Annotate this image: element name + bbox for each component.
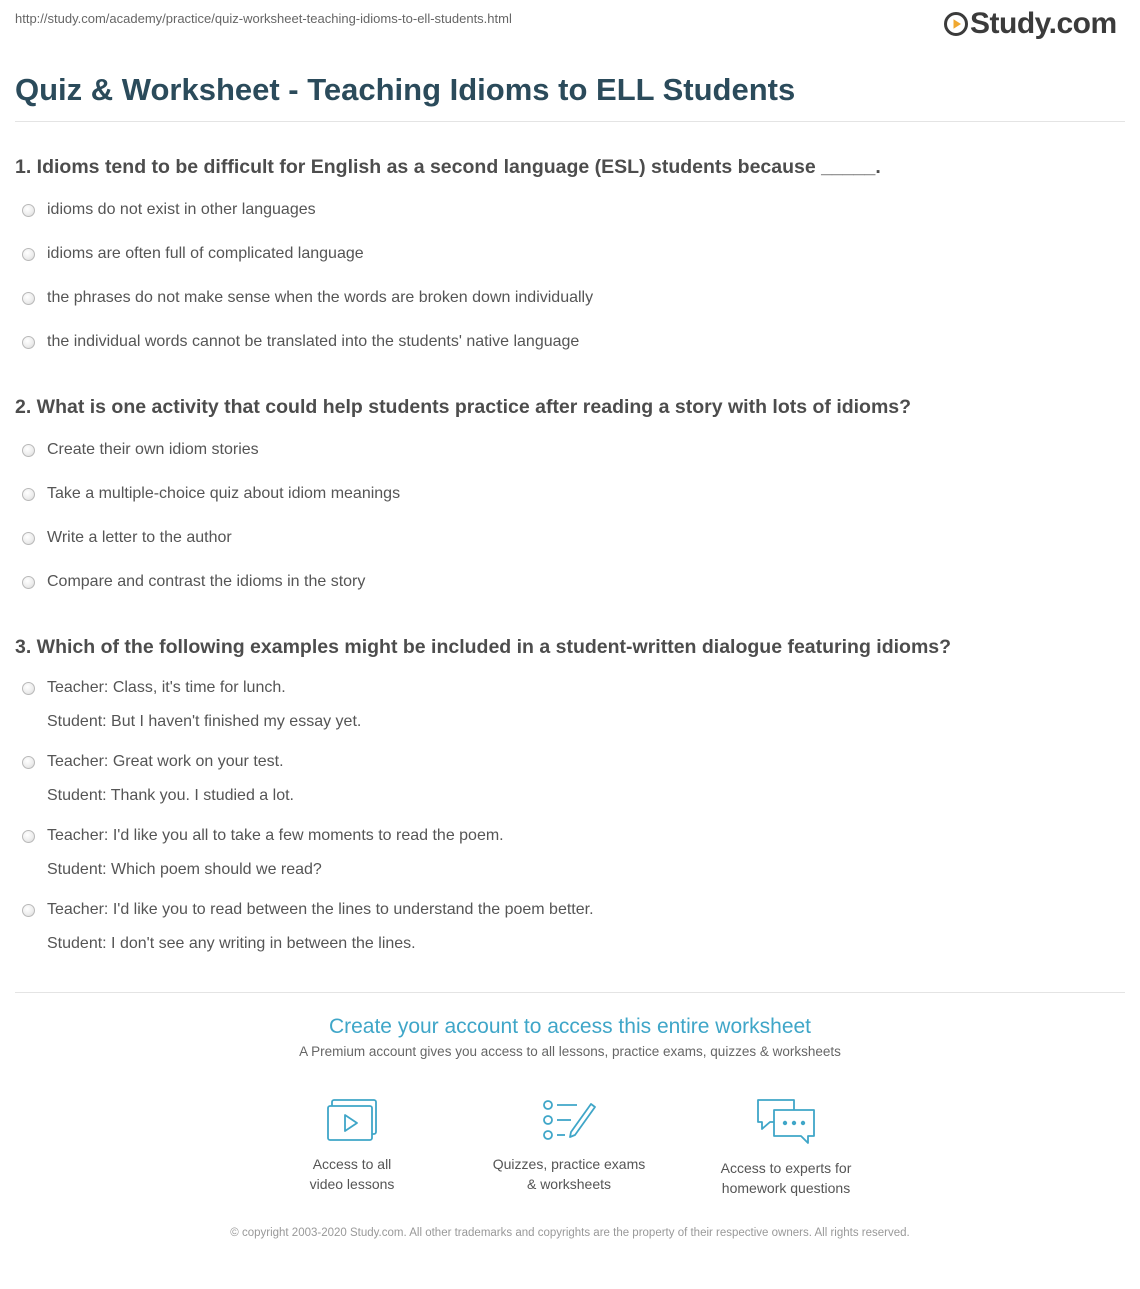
quiz-checklist-icon [541,1098,597,1142]
study-logo[interactable] [944,8,1117,40]
radio-button[interactable] [22,336,35,349]
option-label: idioms do not exist in other languages [47,201,316,218]
question-2-option-3[interactable] [22,528,232,548]
option-label-teacher: Teacher: I'd like you all to take a few moments to read the poem. [47,827,504,844]
option-label: Take a multiple-choice quiz about idiom meanings [47,485,401,502]
option-label-teacher: Teacher: I'd like you to read between the lines to understand the poem better. [47,901,594,918]
feature-line: video lessons [309,1176,395,1192]
radio-button[interactable] [22,682,35,695]
question-1-option-1[interactable] [22,200,316,220]
radio-button[interactable] [22,576,35,589]
question-2-option-2[interactable] [22,484,400,504]
feature-video-lessons [252,1098,452,1194]
feature-experts [686,1098,886,1198]
radio-button[interactable] [22,830,35,843]
feature-line: homework questions [721,1180,851,1196]
radio-button[interactable] [22,904,35,917]
question-3-option-1[interactable] [22,678,361,732]
option-label-student: Student: I don't see any writing in between the lines. [47,935,416,952]
question-1-option-2[interactable] [22,244,364,264]
feature-line: & worksheets [526,1176,612,1192]
feature-quizzes [469,1098,669,1194]
divider [15,121,1125,122]
question-1: 1. Idioms tend to be difficult for English as a second language (ESL) students because _____. [15,156,881,178]
copyright: © copyright 2003-2020 Study.com. All other trademarks and copyrights are the property of their respective owners. All rights reserved. [230,1227,910,1239]
radio-button[interactable] [22,488,35,501]
option-label: Create their own idiom stories [47,441,259,458]
radio-button[interactable] [22,204,35,217]
chat-bubbles-icon [754,1098,818,1146]
radio-button[interactable] [22,248,35,261]
option-label-student: Student: But I haven't finished my essay yet. [47,713,362,730]
feature-line: Quizzes, practice exams [492,1156,646,1172]
question-1-option-3[interactable] [22,288,593,308]
cta-link[interactable]: Create your account to access this entire worksheet [328,1015,812,1038]
option-label-student: Student: Which poem should we read? [47,861,322,878]
question-2-option-1[interactable] [22,440,259,460]
question-2-option-4[interactable] [22,572,365,592]
option-label: idioms are often full of complicated language [47,245,364,262]
question-3: 3. Which of the following examples might be included in a student-written dialogue featuring idioms? [15,636,952,658]
question-3-option-2[interactable] [22,752,294,806]
option-label-teacher: Teacher: Class, it's time for lunch. [47,679,286,696]
option-label: Write a letter to the author [47,529,232,546]
radio-button[interactable] [22,532,35,545]
question-1-option-4[interactable] [22,332,579,352]
play-circle-icon [944,12,968,36]
option-label: Compare and contrast the idioms in the story [47,573,366,590]
option-label-teacher: Teacher: Great work on your test. [47,753,284,770]
radio-button[interactable] [22,444,35,457]
feature-line: Access to experts for [720,1160,852,1176]
divider [15,992,1125,993]
question-3-option-3[interactable] [22,826,504,880]
radio-button[interactable] [22,292,35,305]
feature-line: Access to all [312,1156,392,1172]
page-url: http://study.com/academy/practice/quiz-worksheet-teaching-idioms-to-ell-students.html [15,11,512,26]
question-3-option-4[interactable] [22,900,594,954]
page-title: Quiz & Worksheet - Teaching Idioms to ELL Students [15,72,796,107]
signup-cta [0,1012,1140,1061]
option-label-student: Student: Thank you. I studied a lot. [47,787,294,804]
cta-subtitle: A Premium account gives you access to all lessons, practice exams, quizzes & worksheets [299,1044,841,1059]
video-lesson-icon [326,1098,378,1142]
question-2: 2. What is one activity that could help students practice after reading a story with lots of idioms? [15,396,912,418]
option-label: the phrases do not make sense when the words are broken down individually [47,289,594,306]
radio-button[interactable] [22,756,35,769]
logo-text: Study.com [970,7,1117,40]
option-label: the individual words cannot be translated into the students' native language [47,333,580,350]
